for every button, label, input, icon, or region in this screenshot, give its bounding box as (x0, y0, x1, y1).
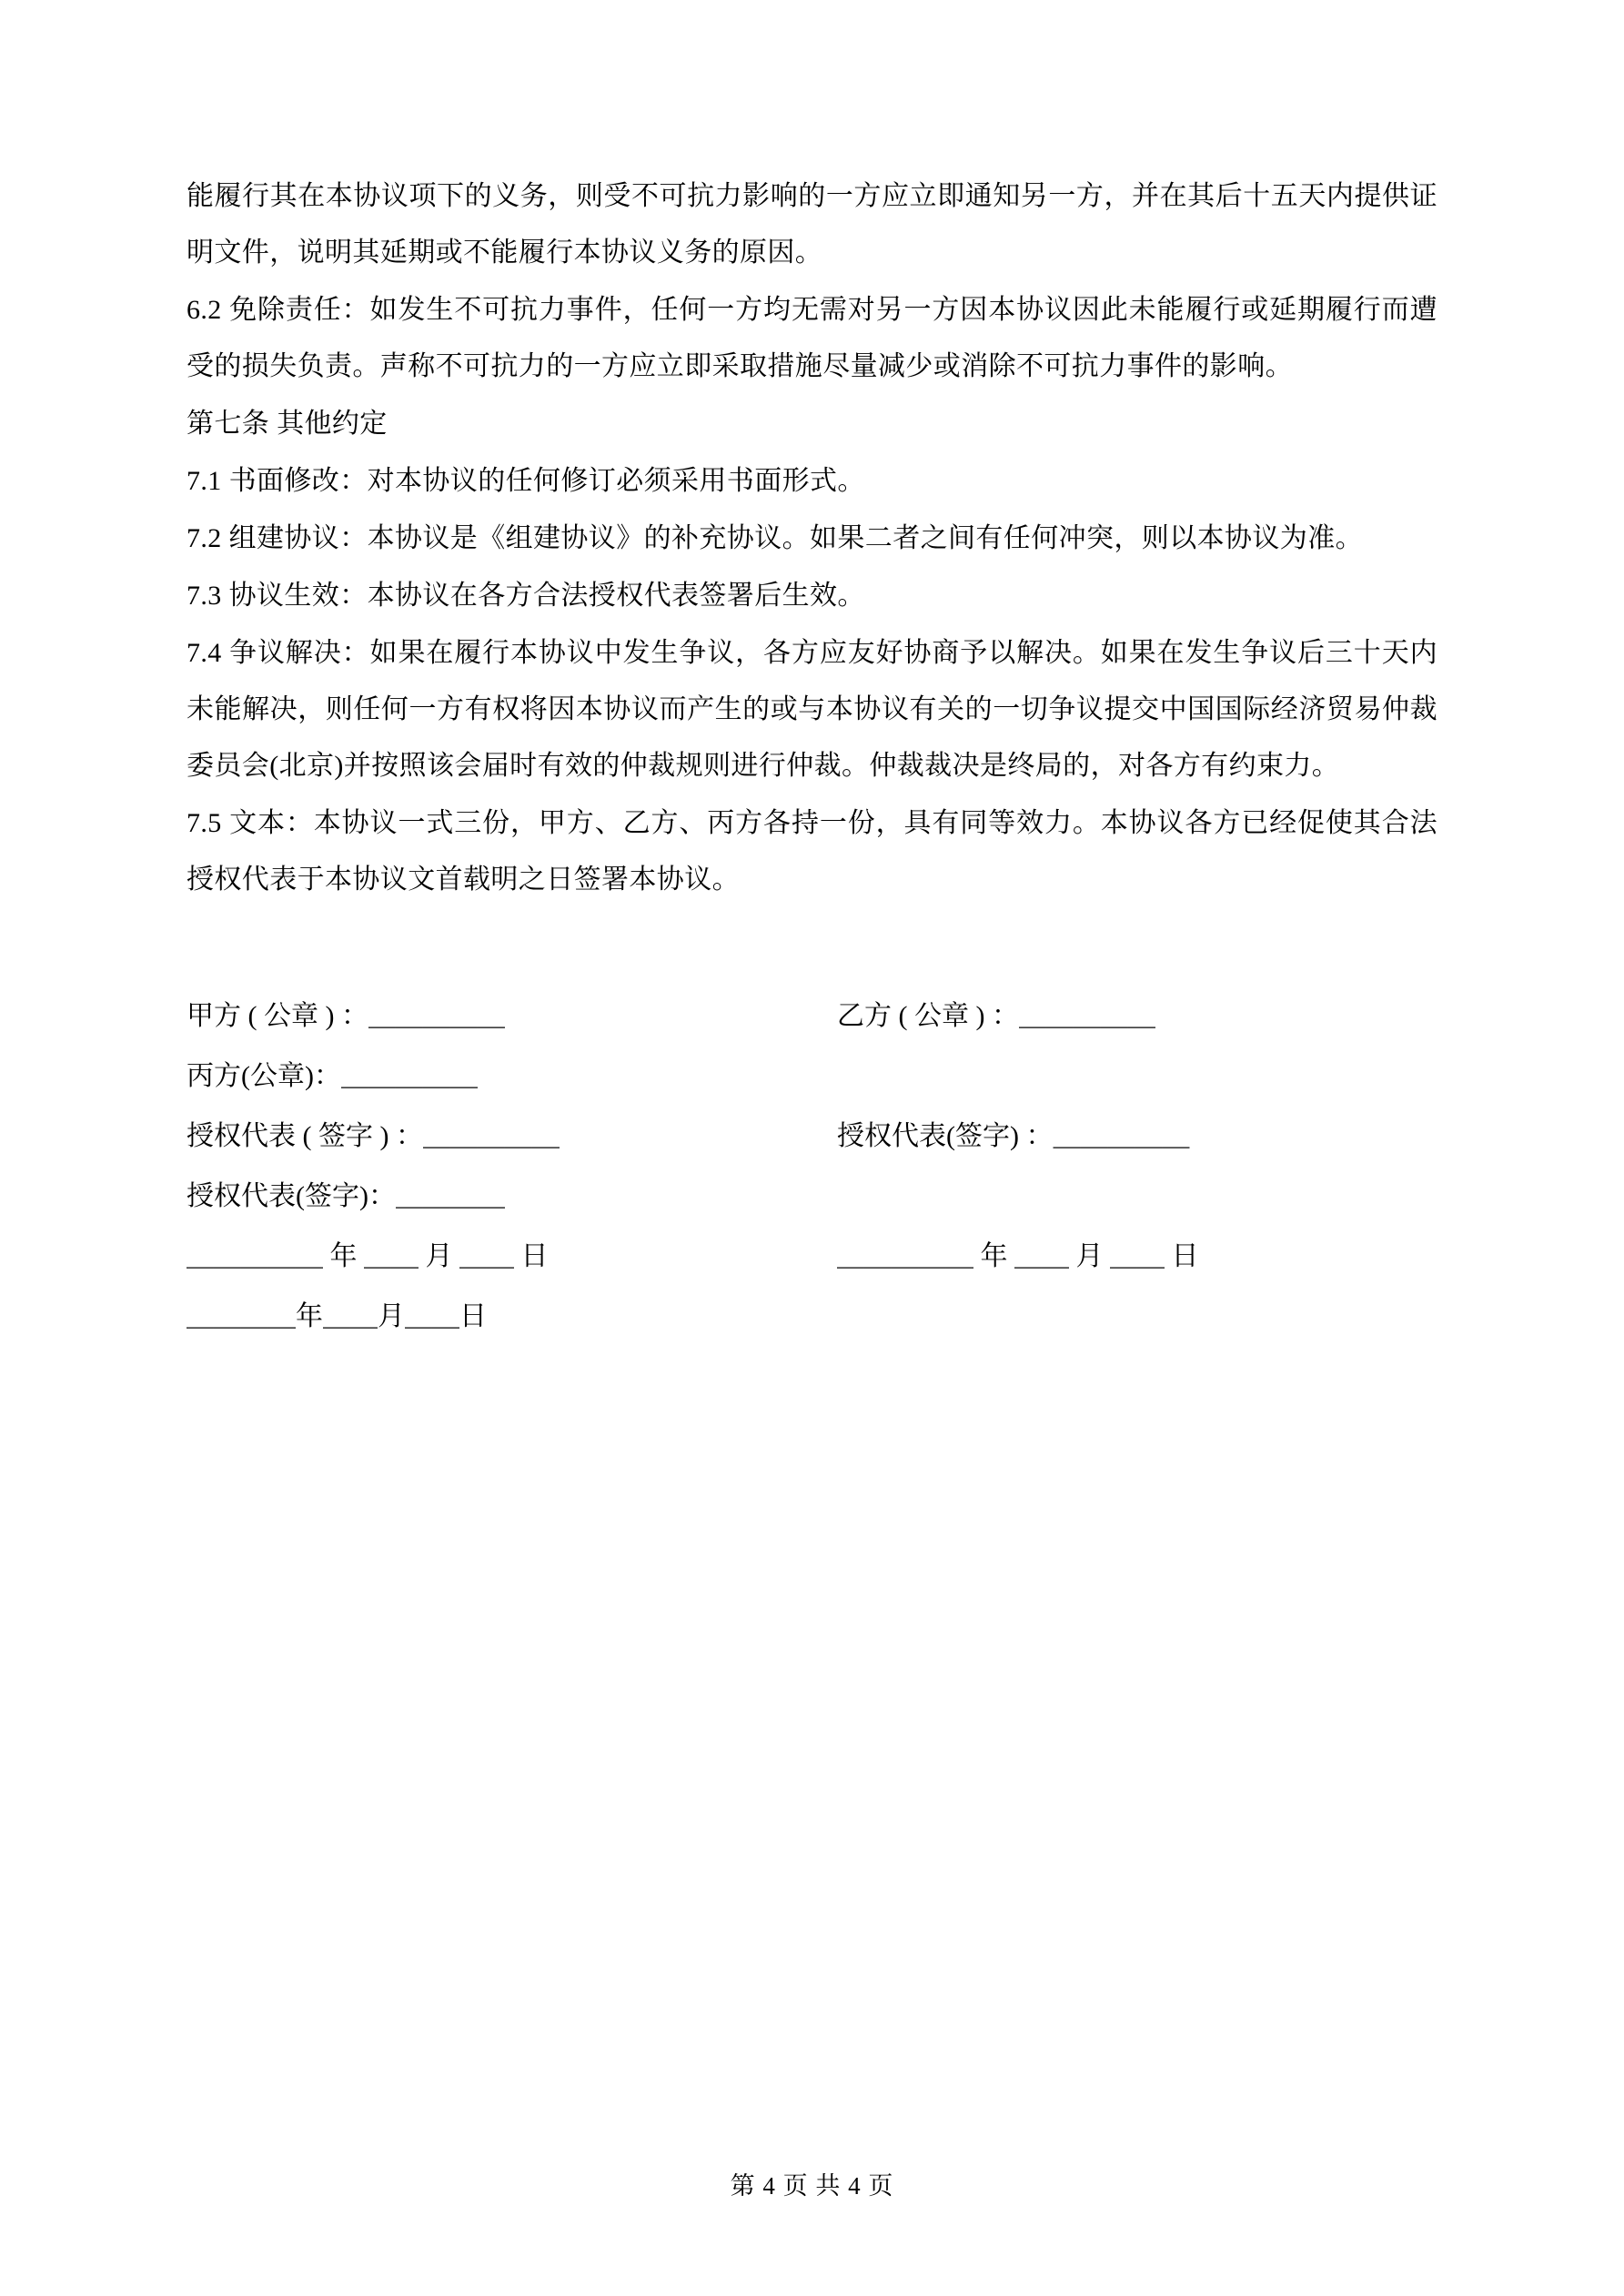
page-footer: 第 4 页 共 4 页 (730, 2172, 894, 2200)
paragraph-7-3-effectiveness: 7.3 协议生效：本协议在各方合法授权代表签署后生效。 (187, 581, 865, 611)
signature-row-representatives (187, 1107, 1437, 1167)
paragraph-force-majeure-notice: 能履行其在本协议项下的义务，则受不可抗力影响的一方应立即通知另一方，并在其后十五天内提供证明文件，说明其延期或不能履行本协议义务的原因。 (187, 181, 1437, 268)
party-a-seal-line: 甲方 ( 公章 ) ：＿＿＿＿＿ (187, 1001, 505, 1031)
heading-article-7: 第七条 其他约定 (187, 409, 388, 439)
signature-block (187, 986, 1437, 1347)
party-c-seal-line: 丙方(公章)：＿＿＿＿＿ (187, 1061, 478, 1091)
party-c-representative-line: 授权代表(签字)：＿＿＿＿ (187, 1181, 505, 1211)
party-a-representative-line: 授权代表 ( 签字 ) ：＿＿＿＿＿ (187, 1121, 560, 1151)
party-b-date-line: ＿＿＿＿＿ 年 ＿＿ 月 ＿＿ 日 (837, 1241, 1199, 1271)
paragraph-7-4-dispute-resolution: 7.4 争议解决：如果在履行本协议中发生争议，各方应友好协商予以解决。如果在发生争议后三十天内未能解决，则任何一方有权将因本协议而产生的或与本协议有关的一切争议提交中国国际经济贸易仲裁委员会(北京)并按照该会届时有效的仲裁规则进行仲裁。仲裁裁决是终局的，对各方有约束力。 (187, 638, 1437, 781)
paragraph-7-1-written-amendment: 7.1 书面修改：对本协议的任何修订必须采用书面形式。 (187, 466, 865, 496)
party-c-date-line: ＿＿＿＿年＿＿月＿＿日 (187, 1301, 487, 1331)
party-b-representative-line: 授权代表(签字) ：＿＿＿＿＿ (837, 1121, 1190, 1151)
signature-row-seals (187, 986, 1437, 1047)
party-a-date-line: ＿＿＿＿＿ 年 ＿＿ 月 ＿＿ 日 (187, 1241, 549, 1271)
signature-row-dates (187, 1227, 1437, 1287)
paragraph-7-2-formation-agreement: 7.2 组建协议：本协议是《组建协议》的补充协议。如果二者之间有任何冲突，则以本协议为准。 (187, 523, 1363, 553)
party-b-seal-line: 乙方 ( 公章 ) ：＿＿＿＿＿ (837, 1001, 1155, 1031)
document-body (187, 168, 1437, 908)
paragraph-7-5-counterparts: 7.5 文本：本协议一式三份，甲方、乙方、丙方各持一份，具有同等效力。本协议各方已经促使其合法授权代表于本协议文首载明之日签署本协议。 (187, 808, 1437, 895)
paragraph-6-2-exemption: 6.2 免除责任：如发生不可抗力事件，任何一方均无需对另一方因本协议因此未能履行或延期履行而遭受的损失负责。声称不可抗力的一方应立即采取措施尽量减少或消除不可抗力事件的影响。 (187, 295, 1437, 381)
